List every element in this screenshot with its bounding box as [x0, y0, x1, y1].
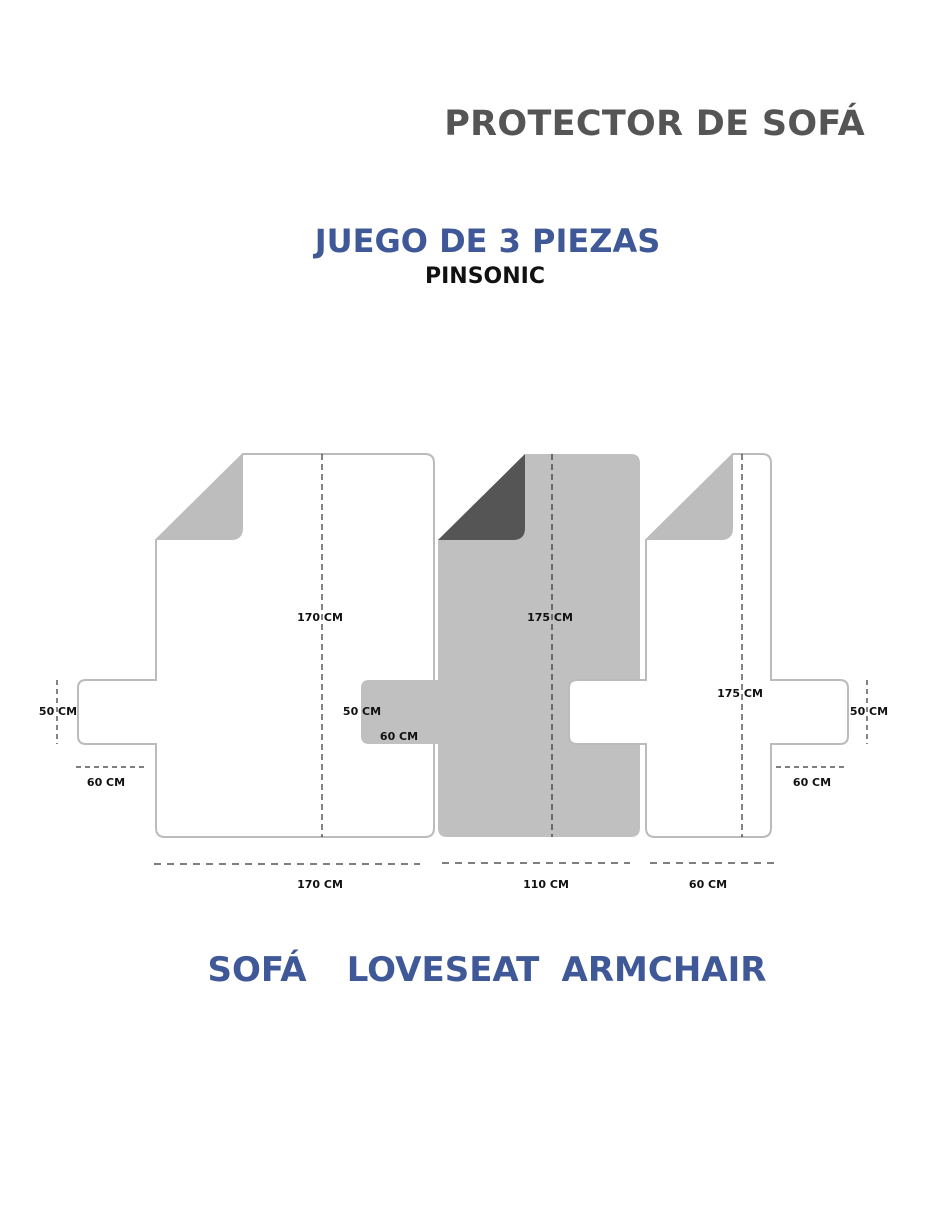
- armchair-arm-height-label: 50 CM: [849, 705, 889, 718]
- sofa-width-label: 170 CM: [297, 878, 343, 891]
- loveseat-height-label: 175 CM: [527, 611, 573, 624]
- sofa-height-label: 170 CM: [297, 611, 343, 624]
- loveseat-width-label: 110 CM: [523, 878, 569, 891]
- brand-name: PINSONIC: [424, 264, 545, 289]
- sofa-outline: [78, 454, 434, 837]
- set-title: JUEGO DE 3 PIEZAS: [314, 222, 661, 260]
- sofa-arm-height-label: 50 CM: [38, 705, 78, 718]
- sofa-label: SOFÁ: [207, 950, 307, 990]
- armchair-arm-width-label: 60 CM: [792, 776, 832, 789]
- page-title: PROTECTOR DE SOFÁ: [444, 104, 865, 144]
- sofa-arm-width-label: 60 CM: [86, 776, 126, 789]
- armchair-width-label: 60 CM: [688, 878, 728, 891]
- loveseat-arm-width-label: 60 CM: [379, 730, 419, 743]
- armchair-height-label: 175 CM: [717, 687, 763, 700]
- loveseat-arm-height-label: 50 CM: [342, 705, 382, 718]
- sofa-piece: [39, 454, 434, 891]
- loveseat-label: LOVESEAT: [346, 950, 540, 990]
- loveseat-fold-corner: [438, 454, 525, 540]
- armchair-label: ARMCHAIR: [561, 950, 767, 990]
